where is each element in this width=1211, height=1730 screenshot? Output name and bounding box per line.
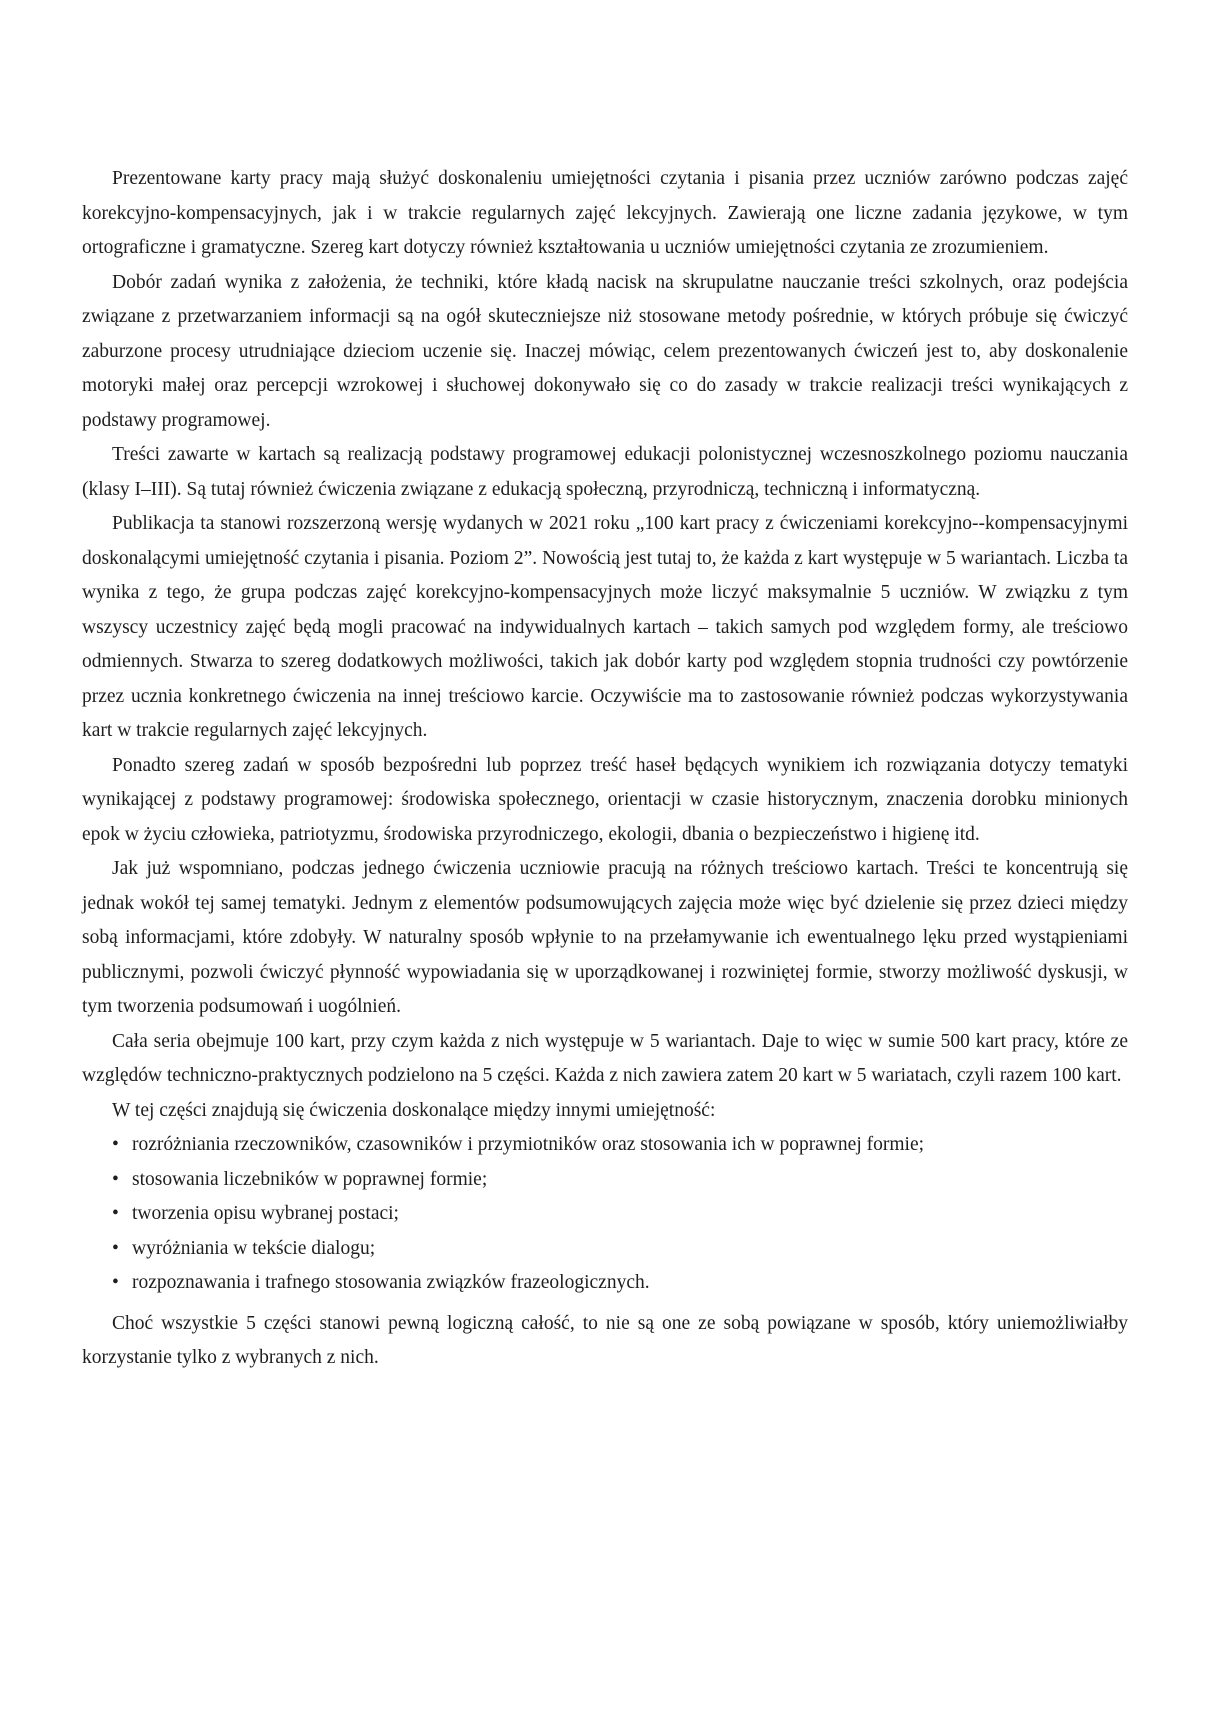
- bullet-symbol: •: [112, 1203, 119, 1224]
- list-item-text: rozpoznawania i trafnego stosowania związków frazeologicznych.: [132, 1272, 650, 1293]
- bullet-symbol: •: [112, 1237, 119, 1259]
- paragraph-publication: Publikacja ta stanowi rozszerzoną wersję wydanych w 2021 roku „100 kart pracy z ćwiczeniami korekcyjno--kompensacyjnymi doskonalącymi umiejętność czytania i pisania. Poziom 2”. Nowością jest tutaj to, że każda z kart występuje w 5 wariantach. Liczba ta wynika z tego, że grupa podczas zajęć korekcyjno-kompensacyjnych może liczyć maksymalnie 5 uczniów. W związku z tym wszyscy uczestnicy zajęć będą mogli pracować na indywidualnych kartach – takich samych pod względem formy, ale treściowo odmiennych. Stwarza to szereg dodatkowych możliwości, takich jak dobór karty pod względem stopnia trudności czy powtórzenie przez ucznia konkretnego ćwiczenia na innej treściowo karcie. Oczywiście ma to zastosowanie również podczas wykorzystywania kart w trakcie regularnych zajęć lekcyjnych.: [82, 513, 1128, 741]
- paragraph-list-intro: W tej części znajdują się ćwiczenia doskonalące między innymi umiejętność:: [112, 1099, 716, 1121]
- paragraph-series: Cała seria obejmuje 100 kart, przy czym każda z nich występuje w 5 wariantach. Daje to więc w sumie 500 kart pracy, które ze względów techniczno-praktycznych podzielono na 5 części. Każda z nich zawiera zatem 20 kart w 5 wariatach, czyli razem 100 kart.: [82, 1030, 1128, 1086]
- list-item: [112, 1128, 1128, 1163]
- paragraph-curriculum: Treści zawarte w kartach są realizacją podstawy programowej edukacji polonistycznej wczesnoszkolnego poziomu nauczania (klasy I–III). Są tutaj również ćwiczenia związane z edukacją społeczną, przyrodniczą, techniczną i informatyczną.: [82, 444, 1128, 500]
- list-item: [112, 1197, 1128, 1232]
- bullet-symbol: •: [112, 1272, 119, 1293]
- list-item: [112, 1266, 1128, 1301]
- paragraph-task-selection: Dobór zadań wynika z założenia, że techniki, które kładą nacisk na skrupulatne nauczanie treści szkolnych, oraz podejścia związane z przetwarzaniem informacji są na ogół skuteczniejsze niż stosowane metody pośrednie, w których próbuje się ćwiczyć zaburzone procesy utrudniające dzieciom uczenie się. Inaczej mówiąc, celem prezentowanych ćwiczeń jest to, aby doskonalenie motoryki małej oraz percepcji wzrokowej i słuchowej dokonywało się co do zasady w trakcie realizacji treści wynikających z podstawy programowej.: [82, 271, 1128, 431]
- skills-list: [82, 1128, 1128, 1301]
- list-item: [112, 1163, 1128, 1198]
- paragraph-intro: Prezentowane karty pracy mają służyć doskonaleniu umiejętności czytania i pisania przez uczniów zarówno podczas zajęć korekcyjno-kompensacyjnych, jak i w trakcie regularnych zajęć lekcyjnych. Zawierają one liczne zadania językowe, w tym ortograficzne i gramatyczne. Szereg kart dotyczy również kształtowania u uczniów umiejętności czytania ze zrozumieniem.: [82, 168, 1128, 258]
- bullet-symbol: •: [112, 1134, 119, 1155]
- list-item-text: wyróżniania w tekście dialogu;: [132, 1237, 376, 1259]
- list-item-text: tworzenia opisu wybranej postaci;: [132, 1203, 399, 1224]
- paragraph-closing: Choć wszystkie 5 części stanowi pewną logiczną całość, to nie są one ze sobą powiązane w sposób, który uniemożliwiałby korzystanie tylko z wybranych z nich.: [82, 1312, 1128, 1368]
- list-item-text: stosowania liczebników w poprawnej formie;: [132, 1168, 488, 1190]
- list-item-text: rozróżniania rzeczowników, czasowników i przymiotników oraz stosowania ich w poprawnej formie;: [132, 1134, 925, 1155]
- list-item: [112, 1232, 1128, 1267]
- paragraph-topics: Ponadto szereg zadań w sposób bezpośredni lub poprzez treść haseł będących wynikiem ich rozwiązania dotyczy tematyki wynikającej z podstawy programowej: środowiska społecznego, orientacji w czasie historycznym, znaczenia dorobku minionych epok w życiu człowieka, patriotyzmu, środowiska przyrodniczego, ekologii, dbania o bezpieczeństwo i higienę itd.: [82, 754, 1128, 845]
- paragraph-group-work: Jak już wspomniano, podczas jednego ćwiczenia uczniowie pracują na różnych treściowo kartach. Treści te koncentrują się jednak wokół tej samej tematyki. Jednym z elementów podsumowujących zajęcia może więc być dzielenie się przez dzieci między sobą informacjami, które zdobyły. W naturalny sposób wpłynie to na przełamywanie ich ewentualnego lęku przed wystąpieniami publicznymi, pozwoli ćwiczyć płynność wypowiadania się w uporządkowanej i rozwiniętej formie, stworzy możliwość dyskusji, w tym tworzenia podsumowań i uogólnień.: [82, 858, 1128, 1017]
- page-content: [82, 162, 1128, 1376]
- bullet-symbol: •: [112, 1168, 119, 1190]
